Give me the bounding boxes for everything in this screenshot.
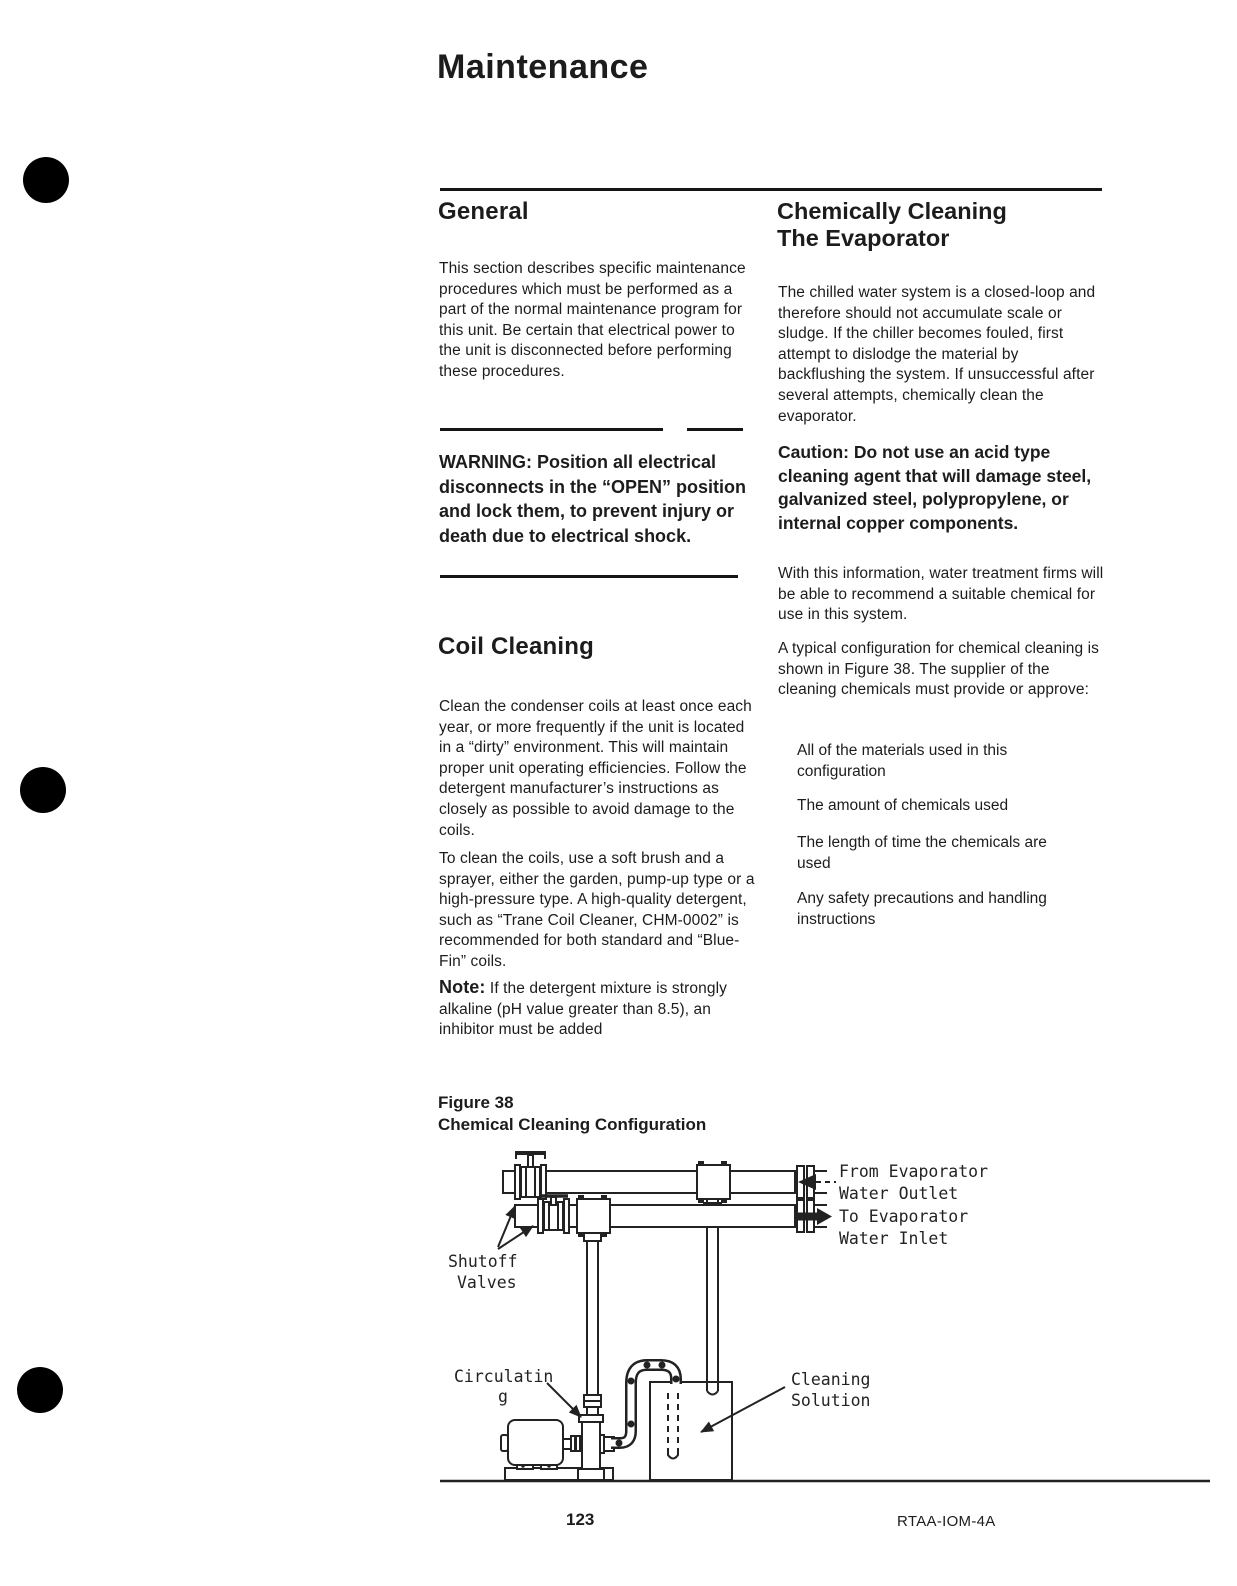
note-body: If the detergent mixture is strongly alkaline (pH value greater than 8.5), an inhibitor must be added <box>439 980 727 1039</box>
circulating-callout-arrow <box>547 1383 581 1417</box>
cleaning-solution-label-line1: Cleaning <box>791 1370 871 1389</box>
to-evaporator-label-line2: Water Inlet <box>839 1229 949 1248</box>
riser-pipe-to-pump <box>587 1233 598 1415</box>
shutoff-callout-arrow-2 <box>498 1226 533 1249</box>
shutoff-valves-label-line1: Shutoff <box>448 1252 518 1271</box>
page-number: 123 <box>566 1510 595 1529</box>
list-item: The amount of chemicals used <box>797 797 1009 814</box>
coil-cleaning-paragraph-1: Clean the condenser coils at least once each year, or more frequently if the unit is located in a “dirty” environment. This will maintain proper unit operating efficiencies. Follow the detergent manufacturer’s instructions as closely as possible to avoid damage to the coils. <box>439 698 752 839</box>
heading-line-1: Chemically Cleaning <box>777 198 1007 224</box>
chemical-cleaning-diagram <box>435 1125 1225 1500</box>
warning-text: WARNING: Position all electrical disconnects in the “OPEN” position and lock them, to prevent injury or death due to electrical shock. <box>439 452 747 547</box>
evaporator-paragraph-2: With this information, water treatment firms will be able to recommend a suitable chemical for use in this system. <box>778 565 1104 624</box>
circulating-label-line1: Circulatin <box>454 1367 554 1386</box>
list-item: All of the materials used in this configuration <box>797 742 1008 780</box>
figure-number: Figure 38 <box>438 1093 514 1112</box>
chemically-cleaning-heading <box>777 198 1107 252</box>
tee-fitting-top <box>697 1161 730 1211</box>
evaporator-paragraph-1: The chilled water system is a closed-loop and therefore should not accumulate scale or sludge. If the chiller becomes fouled, first attempt to dislodge the material by backflushing the system. If unsuccessful after several attempts, chemically clean the evaporator. <box>778 284 1096 425</box>
warning-divider-top-segment <box>687 428 743 431</box>
from-evaporator-label-line1: From Evaporator <box>839 1162 989 1181</box>
circulating-pump <box>501 1415 614 1480</box>
tee-fitting-bottom <box>577 1195 610 1241</box>
note-label: Note: <box>439 977 486 997</box>
coil-cleaning-paragraph-2: To clean the coils, use a soft brush and a sprayer, either the garden, pump-up type or a high-pressure type. A high-quality detergent, such as “Trane Coil Cleaner, CHM-0002” is recommended for both standard and “Blue-Fin” coils. <box>439 850 755 970</box>
general-paragraph: This section describes specific maintenance procedures which must be performed as a part of the normal maintenance program for this unit. Be certain that electrical power to the unit is disconnected before performing these procedures. <box>439 260 746 380</box>
from-evaporator-label-line2: Water Outlet <box>839 1184 959 1203</box>
warning-divider-bottom <box>440 575 738 578</box>
cleaning-solution-tank <box>650 1382 732 1480</box>
punch-hole <box>17 1367 63 1413</box>
figure-title: Chemical Cleaning Configuration <box>438 1114 707 1134</box>
shutoff-valve-2 <box>538 1196 569 1233</box>
heading-line-2: The Evaporator <box>777 225 950 251</box>
note-paragraph <box>439 977 757 1041</box>
shutoff-valves-label-line2: Valves <box>457 1273 517 1292</box>
general-heading: General <box>438 198 529 225</box>
punch-hole <box>20 767 66 813</box>
section-divider <box>440 188 1102 191</box>
circulating-label-line2: g <box>498 1387 508 1406</box>
list-item: Any safety precautions and handling instructions <box>797 890 1047 928</box>
caution-text: Caution: Do not use an acid type cleaning agent that will damage steel, galvanized steel, polypropylene, or internal copper components. <box>778 442 1092 533</box>
shutoff-valve-1 <box>515 1153 546 1199</box>
cleaning-solution-label-line2: Solution <box>791 1391 871 1410</box>
coil-cleaning-heading: Coil Cleaning <box>438 633 594 660</box>
to-evaporator-label-line1: To Evaporator <box>839 1207 969 1226</box>
list-item: The length of time the chemicals are used <box>797 834 1047 872</box>
page-title: Maintenance <box>437 48 649 86</box>
document-code: RTAA-IOM-4A <box>897 1513 996 1530</box>
punch-hole <box>23 157 69 203</box>
warning-divider-top <box>440 428 663 431</box>
shutoff-callout-arrow-1 <box>498 1206 515 1247</box>
evaporator-paragraph-3: A typical configuration for chemical cleaning is shown in Figure 38. The supplier of the cleaning chemicals must provide or approve: <box>778 640 1099 699</box>
